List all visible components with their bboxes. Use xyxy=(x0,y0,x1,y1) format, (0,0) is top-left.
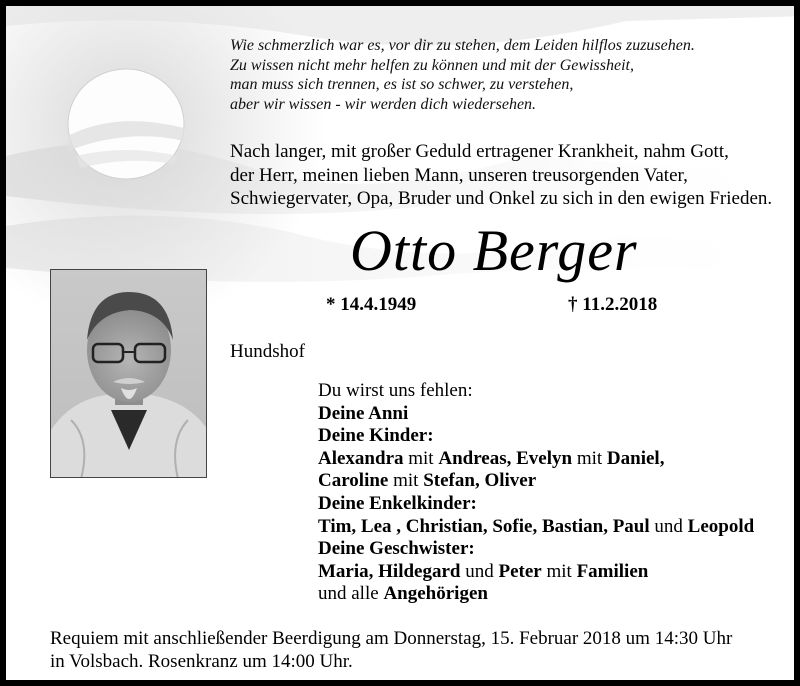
mourner-name: Daniel, xyxy=(606,447,665,469)
service-info xyxy=(50,628,790,673)
mourners-heading: Du wirst uns fehlen: xyxy=(318,380,473,401)
connector-text: mit xyxy=(403,447,439,469)
mourner-line xyxy=(318,583,788,606)
hometown: Hundshof xyxy=(230,341,305,362)
poem-line: Zu wissen nicht mehr helfen zu können und mit der Gewissheit, xyxy=(230,56,634,74)
poem xyxy=(230,36,790,114)
connector-text: und xyxy=(649,515,688,537)
mourner-line xyxy=(318,516,788,539)
mourner-name: Angehörigen xyxy=(383,583,488,605)
deceased-name: Otto Berger xyxy=(350,218,638,283)
mourner-name: Andreas, Evelyn xyxy=(438,447,573,469)
poem-line: man muss sich trennen, es ist so schwer, zu verstehen, xyxy=(230,76,574,93)
mourner-name: Peter xyxy=(498,560,542,582)
connector-text: mit xyxy=(541,560,577,582)
intro-text xyxy=(230,140,790,211)
portrait-photo xyxy=(50,269,207,478)
mourner-name: Leopold xyxy=(687,515,755,537)
children-heading: Deine Kinder: xyxy=(318,425,434,447)
mourner-spouse: Deine Anni xyxy=(318,402,409,424)
connector-text: und xyxy=(460,560,499,582)
mourner-name: Caroline xyxy=(318,470,389,492)
intro-line: Nach langer, mit großer Geduld ertragener Krankheit, nahm Gott, xyxy=(230,141,729,162)
siblings-heading: Deine Geschwister: xyxy=(318,538,475,560)
mourner-line xyxy=(318,448,788,471)
portrait-image xyxy=(51,270,207,478)
intro-line: Schwiegervater, Opa, Bruder und Onkel zu sich in den ewigen Frieden. xyxy=(230,188,773,209)
connector-text: mit xyxy=(388,470,424,492)
death-date: † 11.2.2018 xyxy=(568,294,658,315)
service-line: Requiem mit anschließender Beerdigung am Donnerstag, 15. Februar 2018 um 14:30 Uhr xyxy=(50,628,733,649)
mourner-name: Alexandra xyxy=(318,447,404,469)
mourner-line xyxy=(318,561,788,584)
poem-line: Wie schmerzlich war es, vor dir zu stehen, dem Leiden hilflos zuzusehen. xyxy=(230,37,695,54)
connector-text: mit xyxy=(572,447,607,469)
mourners-list xyxy=(318,380,788,606)
connector-text: und alle xyxy=(318,583,384,605)
birth-date: * 14.4.1949 xyxy=(326,294,417,315)
intro-line: der Herr, meinen lieben Mann, unseren treusorgenden Vater, xyxy=(230,164,688,186)
mourner-name: Tim, Lea , Christian, Sofie, Bastian, Paul xyxy=(318,515,650,537)
mourner-name: Familien xyxy=(576,560,649,582)
mourner-name: Stefan, Oliver xyxy=(423,470,537,492)
mourner-line xyxy=(318,470,788,493)
poem-line: aber wir wissen - wir werden dich wiedersehen. xyxy=(230,95,537,113)
mourner-name: Maria, Hildegard xyxy=(318,560,461,582)
service-line: in Volsbach. Rosenkranz um 14:00 Uhr. xyxy=(50,650,353,672)
grandchildren-heading: Deine Enkelkinder: xyxy=(318,492,477,514)
